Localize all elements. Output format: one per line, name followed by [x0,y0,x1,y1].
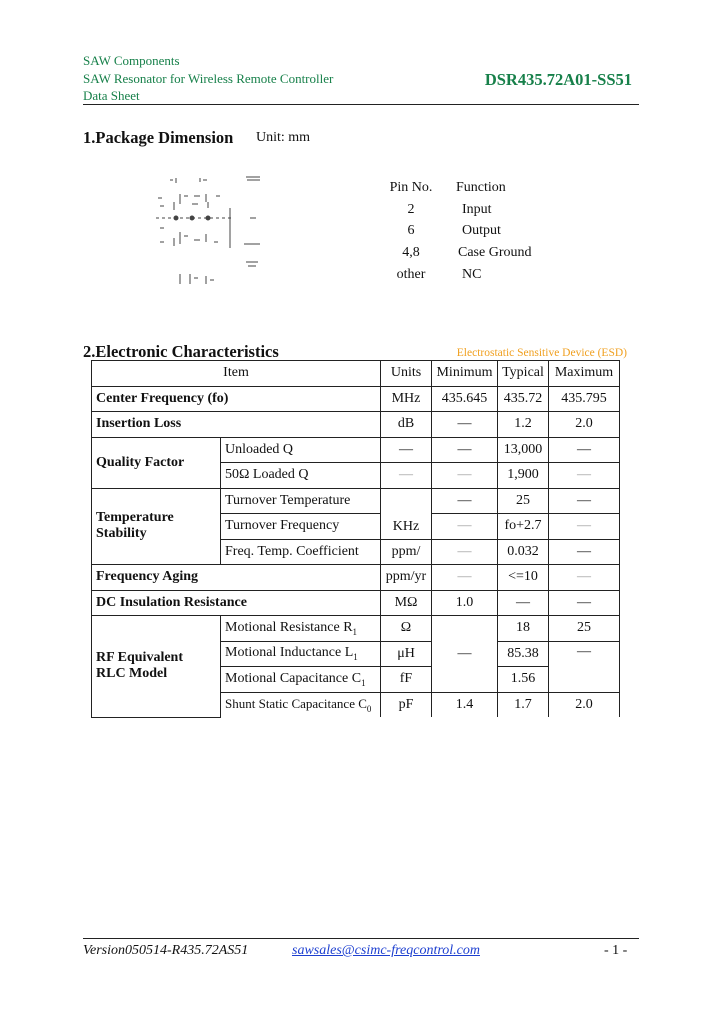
pin-number: 4,8 [402,245,420,261]
cell-typ: 1.2 [498,412,549,438]
cell-max: — [549,565,620,591]
footer-version: Version050514-R435.72AS51 [83,943,249,958]
cell-min: — [432,437,498,463]
part-number: DSR435.72A01-SS51 [484,70,632,89]
cell-max: — [549,437,620,463]
group-label [92,488,221,565]
cell-min: — [432,565,498,591]
col-min: Minimum [432,361,498,387]
row-label: 50Ω Loaded Q [221,463,381,489]
group-label-line2: RLC Model [96,666,168,682]
table-row [92,437,620,463]
table-row [92,386,620,412]
cell-units: ppm/ [381,539,432,565]
cell-typ: 0.032 [498,539,549,565]
cell-units: ppm/yr [381,565,432,591]
row-label: Insertion Loss [92,412,381,438]
cell-typ: — [498,590,549,616]
row-label-text: Motional Inductance L [225,645,354,661]
subscript: 1 [352,626,358,637]
header-line1: SAW Components [83,53,180,68]
cell-typ: <=10 [498,565,549,591]
col-item: Item [92,361,381,387]
group-label: Quality Factor [92,437,221,488]
cell-units: pF [381,692,432,717]
cell-min: 1.4 [432,692,498,717]
table-row [92,412,620,438]
cell-typ: 85.38 [498,641,549,667]
cell-max: 435.795 [549,386,620,412]
header-line3: Data Sheet [83,88,140,103]
cell-max: — [549,590,620,616]
row-label [221,641,381,667]
row-label: Turnover Frequency [221,514,381,540]
cell-max: — [549,641,620,692]
row-label-text: Shunt Static Capacitance C [225,695,367,711]
cell-min: — [432,463,498,489]
cell-units: — [381,437,432,463]
header-divider [83,104,639,105]
cell-typ: 13,000 [498,437,549,463]
footer-page-number: - 1 - [604,943,628,958]
cell-units: MΩ [381,590,432,616]
cell-min: — [432,488,498,514]
row-label: DC Insulation Resistance [92,590,381,616]
cell-max: 2.0 [549,412,620,438]
cell-typ: 1,900 [498,463,549,489]
cell-typ: 25 [498,488,549,514]
cell-typ: 435.72 [498,386,549,412]
table-row [92,616,620,642]
pin-function: Output [462,223,501,239]
pin-number: 2 [407,201,415,217]
cell-units: — [381,463,432,489]
section1-title: 1.Package Dimension [83,128,234,147]
characteristics-table [91,360,620,718]
pin-number: other [396,266,426,282]
cell-units: MHz [381,386,432,412]
pin-number: 6 [407,223,415,239]
col-units: Units [381,361,432,387]
cell-typ: 18 [498,616,549,642]
cell-units: fF [381,667,432,693]
subscript: 1 [361,677,366,688]
cell-max: — [549,539,620,565]
function-header: Function [456,180,506,195]
row-label: Unloaded Q [221,437,381,463]
row-label [221,616,381,642]
cell-min: — [432,412,498,438]
pin-function: Case Ground [458,245,532,261]
cell-units: KHz [381,488,432,539]
cell-max: — [549,463,620,489]
pin-header: Pin No. [389,180,433,195]
table-row [92,488,620,514]
cell-units: dB [381,412,432,438]
row-label: Freq. Temp. Coefficient [221,539,381,565]
cell-units: μH [381,641,432,667]
footer-divider [83,938,639,939]
subscript: 0 [366,703,372,714]
row-label: Turnover Temperature [221,488,381,514]
cell-units: Ω [381,616,432,642]
footer-email-link[interactable]: sawsales@csimc-freqcontrol.com [292,943,480,958]
cell-min: 435.645 [432,386,498,412]
cell-min: — [432,539,498,565]
cell-max: — [549,514,620,540]
cell-typ: 1.56 [498,667,549,693]
cell-max: — [549,488,620,514]
unit-label: Unit: mm [256,130,311,145]
group-label-line1: Temperature [96,510,174,526]
cell-typ: 1.7 [498,692,549,717]
group-label-line2: Stability [96,526,147,542]
pin-function: Input [462,201,492,217]
package-drawing-icon [148,170,268,290]
group-label-line1: RF Equivalent [96,650,183,666]
esd-note: Electrostatic Sensitive Device (ESD) [456,347,627,359]
table-row [92,565,620,591]
cell-min: — [432,514,498,540]
row-label: Frequency Aging [92,565,381,591]
package-drawing [148,170,268,290]
row-label-text: Motional Capacitance C [225,670,362,686]
table-row [92,590,620,616]
pin-function: NC [462,266,482,282]
header-block [83,52,333,105]
cell-min: 1.0 [432,590,498,616]
row-label: Center Frequency (fo) [92,386,381,412]
row-label [221,667,381,693]
cell-typ: fo+2.7 [498,514,549,540]
row-label [221,692,381,717]
col-typ: Typical [498,361,549,387]
cell-min: — [432,616,498,693]
subscript: 1 [353,652,358,663]
row-label-text: Motional Resistance R [225,619,353,635]
header-line2: SAW Resonator for Wireless Remote Controller [83,70,334,86]
table-header-row [92,361,620,387]
group-label [92,616,221,718]
cell-max: 25 [549,616,620,642]
col-max: Maximum [549,361,620,387]
cell-max: 2.0 [549,692,620,717]
section2-title: 2.Electronic Characteristics [83,342,279,361]
